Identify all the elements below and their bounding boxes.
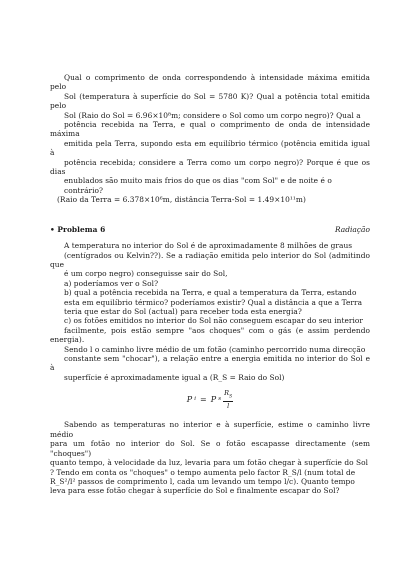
formula-fraction [223,389,233,410]
formula-lhs: P [186,395,193,405]
text-line: constante sem "chocar"), a relação entre a energia emitida no interior do Sol e à [50,353,370,373]
text-line: é um corpo negro) conseguisse sair do Sol, [64,269,228,279]
text-line: (Raio da Terra = 6.378×10⁶m, distância Terra-Sol = 1.49×10¹¹m) [57,195,306,205]
problem-6-text [50,241,370,382]
text-line: contrário? [64,185,104,195]
text-line: a) poderíamos ver o Sol? [64,278,159,288]
text-line: enublados são muito mais frios do que os dias "com Sol" e de noite é o [64,176,332,186]
problem-header [50,225,370,234]
text-line: esta em equilíbrio térmico? poderíamos existir? Qual a distância a que a Terra [64,297,363,307]
problem-6-estimate-text [50,420,370,495]
text-line: para um fotão no interior do Sol. Se o fotão escapasse directamente (sem "choques") [50,439,370,458]
text-line: c) os fotões emitidos no interior do Sol não conseguem escapar do seu interior [64,316,363,326]
text-line: quanto tempo, à velocidade da luz, levaria para um fotão chegar à superfície do Sol [50,458,369,468]
text-line: b) qual a potência recebida na Terra, e qual a temperatura da Terra, estando [64,288,357,298]
fraction-numerator [223,389,233,402]
numerator-symbol: R [224,389,230,398]
formula-rhs: P [210,395,217,405]
text-line: emitida pela Terra, supondo esta em equilíbrio térmico (potência emitida igual à [50,138,370,158]
text-line: Sendo l o caminho livre médio de um fotão (caminho percorrido numa direcção [64,344,366,354]
text-line: potência recebida na Terra, e qual o comprimento de onda de intensidade máxima [50,120,370,139]
text-line: Sabendo as temperaturas no interior e à superfície, estime o caminho livre médio [50,420,370,439]
numerator-subscript: S [229,394,233,400]
energy-relation-formula [50,389,370,410]
text-line: ? Tendo em conta os "choques" o tempo aumenta pelo factor R_S/l (num total de [50,467,356,477]
text-line: superfície é aproximadamente igual a (R_S = Raio do Sol) [64,372,285,382]
text-line: A temperatura no interior do Sol é de aproximadamente 8 milhões de graus [64,241,353,251]
text-line: Qual o comprimento de onda correspondendo à intensidade máxima emitida pelo [50,73,370,92]
text-line: potência recebida; considere a Terra como um corpo negro)? Porque é que os dias [50,157,370,177]
document-page [50,0,370,496]
text-line: teria que estar do Sol (actual) para receber toda esta energia? [64,306,302,316]
text-line: facilmente, pois estão sempre "aos choques" com o gás (e assim perdendo energia). [50,325,370,345]
problem-5-text [50,73,370,205]
formula-equals: = [200,395,207,405]
fraction-denominator: l [227,402,230,411]
text-line: Sol (Raio do Sol = 6.96×10⁸m; considere o Sol como um corpo negro)? Qual a [64,110,361,120]
problem-title: • Problema 6 [50,224,106,234]
formula-rhs-subscript: s [218,396,222,403]
text-line: R_S²/l² passos de comprimento l, cada um levando um tempo l/c). Quanto tempo [50,476,355,486]
text-line: leva para esse fotão chegar à superfície do Sol e finalmente escapar do Sol? [50,486,340,496]
formula-lhs-subscript: i [194,396,197,403]
problem-topic: Radiação [334,224,370,234]
text-line: Sol (temperatura à superfície do Sol = 5780 K)? Qual a potência total emitida pelo [50,91,370,111]
text-line: (centígrados ou Kelvin??). Se a radiação emitida pelo interior do Sol (admitindo que [50,250,370,269]
